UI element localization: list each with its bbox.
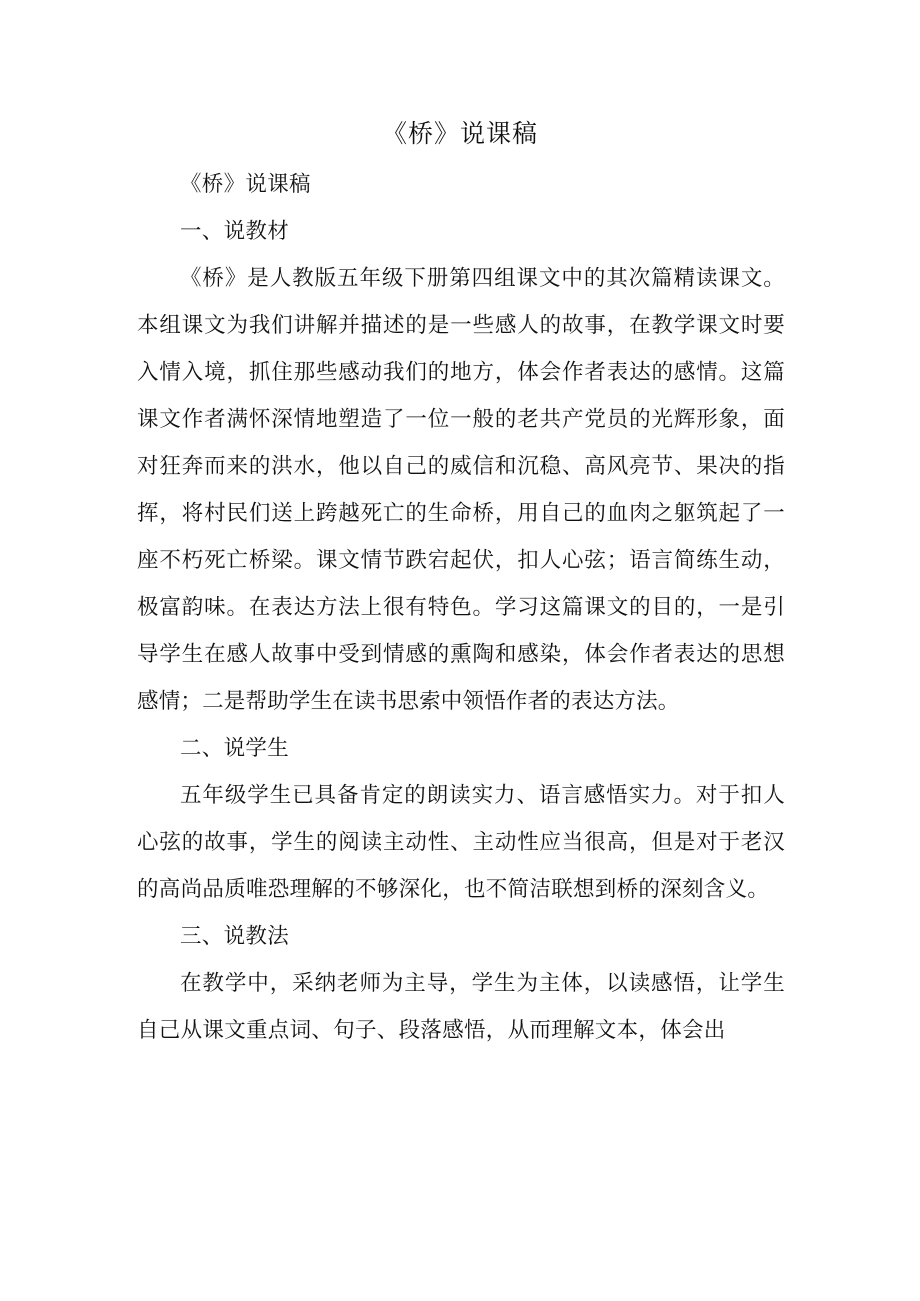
document-title: 《桥》说课稿 xyxy=(381,119,538,148)
body-paragraph-textbook: 《桥》是人教版五年级下册第四组课文中的其次篇精读课文。本组课文为我们讲解并描述的是一些感人的故事，在教学课文时要入情入境，抓住那些感动我们的地方，体会作者表达的感情。这篇课文作者满怀深情地塑造了一位一般的老共产党员的光辉形象，面对狂奔而来的洪水，他以自己的威信和沉稳、高风亮节、果决的指挥，将村民们送上跨越死亡的生命桥，用自己的血肉之躯筑起了一座不朽死亡桥梁。课文情节跌宕起伏，扣人心弦；语言简练生动，极富韵味。在表达方法上很有特色。学习这篇课文的目的，一是引导学生在感人故事中受到情感的熏陶和感染，体会作者表达的思想感情；二是帮助学生在读书思索中领悟作者的表达方法。 xyxy=(137,266,785,714)
body-paragraph-methods: 在教学中，采纳老师为主导，学生为主体，以读感悟，让学生自己从课文重点词、句子、段落感悟，从而理解文本，体会出 xyxy=(137,971,785,1043)
section-heading-students: 二、说学生 xyxy=(180,736,290,761)
body-paragraph-students: 五年级学生已具备肯定的朗读实力、语言感悟实力。对于扣人心弦的故事，学生的阅读主动性、主动性应当很高，但是对于老汉的高尚品质唯恐理解的不够深化，也不简洁联想到桥的深刻含义。 xyxy=(137,783,785,902)
section-heading-textbook: 一、说教材 xyxy=(180,219,290,244)
document-body xyxy=(137,161,785,1054)
subtitle-paragraph: 《桥》说课稿 xyxy=(180,172,311,197)
section-heading-methods: 三、说教法 xyxy=(180,924,290,949)
